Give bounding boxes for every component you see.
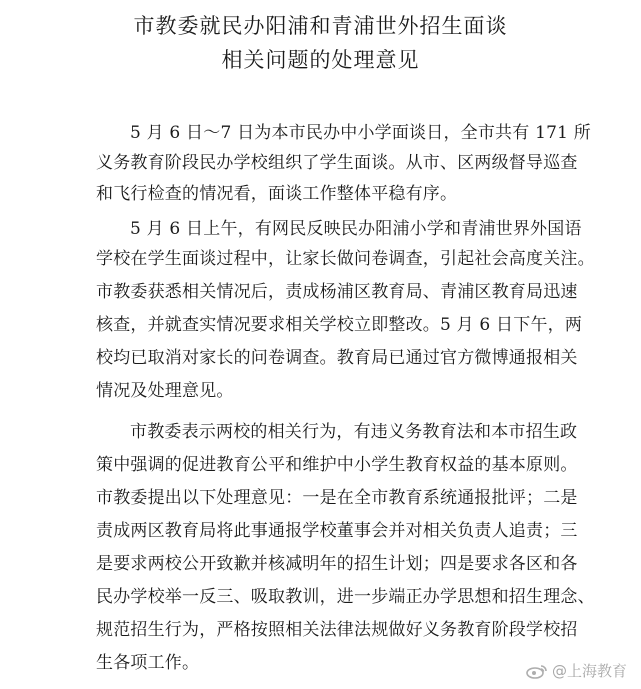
paragraph-2-line-5: 校均已取消对家长的问卷调查。教育局已通过官方微博通报相关	[96, 348, 578, 368]
paragraph-1-line-1: 5 月 6 日～7 日为本市民办中小学面谈日，全市共有 171 所	[130, 123, 591, 143]
paragraph-1-line-3: 和飞行检查的情况看，面谈工作整体平稳有序。	[96, 184, 458, 204]
document-title-line-1: 市教委就民办阳浦和青浦世外招生面谈	[133, 14, 508, 38]
paragraph-3-line-6: 民办学校举一反三、吸取教训，进一步端正办学思想和招生理念、	[96, 587, 595, 607]
paragraph-3-line-7: 规范招生行为，严格按照相关法律法规做好义务教育阶段学校招	[96, 620, 578, 640]
paragraph-3-line-4: 责成两区教育局将此事通报学校董事会并对相关负责人追责；三	[96, 521, 578, 541]
weibo-icon	[526, 663, 548, 679]
paragraph-3-line-2: 策中强调的促进教育公平和维护中小学生教育权益的基本原则。	[96, 455, 578, 475]
paragraph-3-line-3: 市教委提出以下处理意见：一是在全市教育系统通报批评；二是	[96, 488, 578, 508]
document-title-line-2: 相关问题的处理意见	[221, 48, 420, 72]
paragraph-3-line-5: 是要求两校公开致歉并核减明年的招生计划；四是要求各区和各	[96, 554, 578, 574]
paragraph-3-line-8: 生各项工作。	[96, 653, 200, 673]
weibo-watermark	[526, 660, 627, 681]
paragraph-2-line-6: 情况及处理意见。	[96, 381, 234, 401]
paragraph-2-line-3: 市教委获悉相关情况后，责成杨浦区教育局、青浦区教育局迅速	[96, 282, 578, 302]
paragraph-2-line-4: 核查，并就查实情况要求相关学校立即整改。5 月 6 日下午，两	[96, 315, 583, 335]
watermark-text: @上海教育	[551, 662, 627, 680]
paragraph-2-line-2: 学校在学生面谈过程中，让家长做问卷调查，引起社会高度关注。	[96, 249, 595, 269]
paragraph-3-line-1: 市教委表示两校的相关行为，有违义务教育法和本市招生政	[130, 422, 578, 442]
paragraph-1-line-2: 义务教育阶段民办学校组织了学生面谈。从市、区两级督导巡查	[96, 153, 578, 173]
paragraph-2-line-1: 5 月 6 日上午，有网民反映民办阳浦小学和青浦世界外国语	[130, 219, 582, 239]
